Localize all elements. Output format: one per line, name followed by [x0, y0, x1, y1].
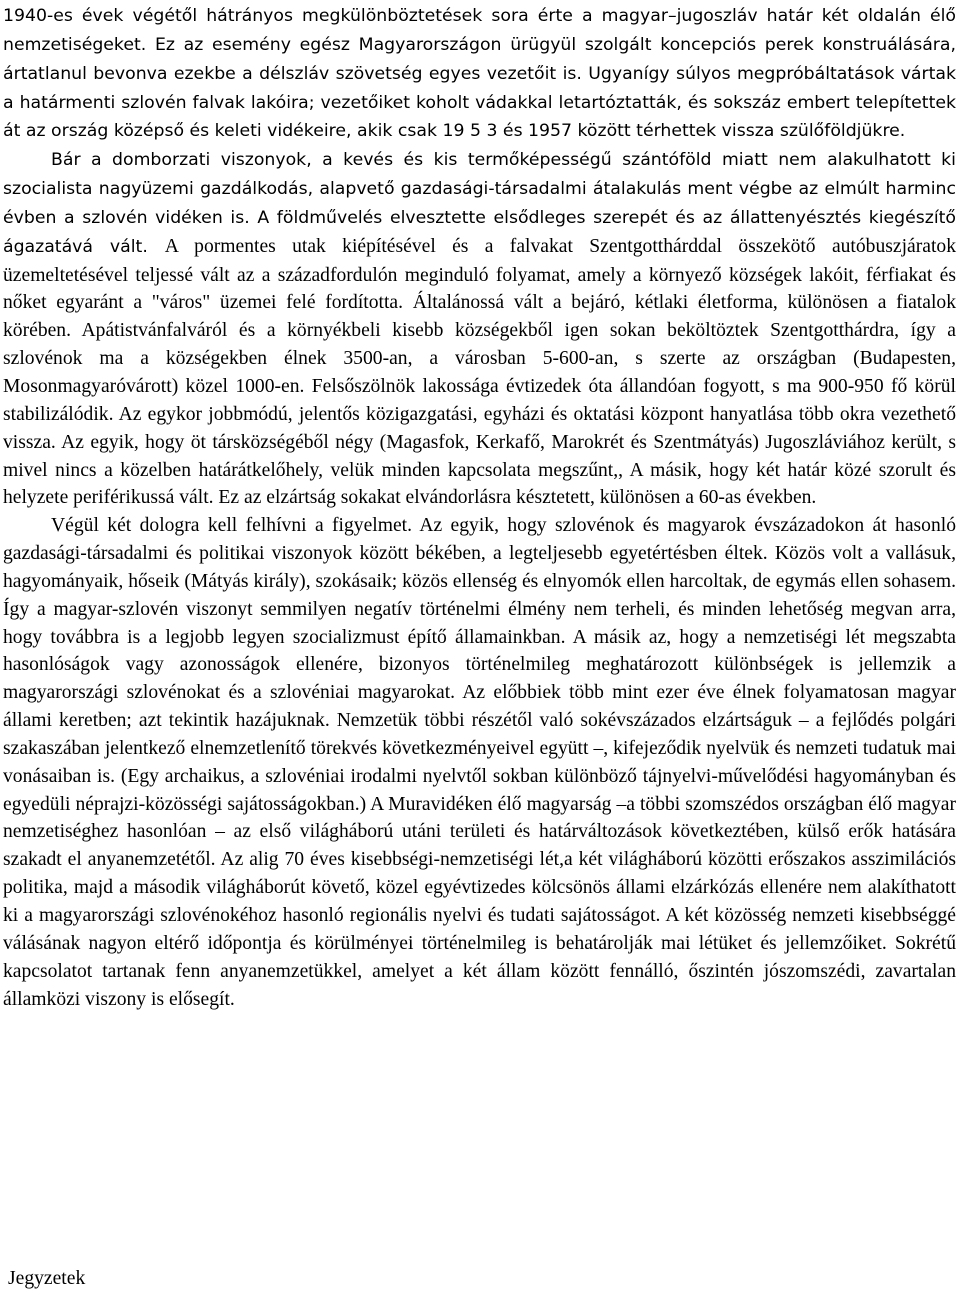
- paragraph-2-segment-1: Bár a domborzati viszonyok, a kevés és kis termőképességű szántóföld miatt nem alakulhatott ki szocialista nagyüzemi gazdálkodás, alapvető gazdasági-társadalmi átalakulás ment végbe az elmúlt harminc évben a szlovén vidéken is.: [3, 150, 956, 228]
- document-body: [3, 0, 956, 1013]
- notes-heading: Jegyzetek: [8, 1268, 86, 1289]
- paragraph-3-segment-1: Végül két dologra kell felhívni a figyelmet. Az egyik, hogy szlovénok és magyarok évszázadokon át hasonló gazdasági-társadalmi és politikai viszonyok között békében, a legteljesebb egyetértésben éltek. Közös volt a vallásuk, hagyományaik, hőseik (Mátyás király), szokásaik; közös ellenség és elnyomók ellen harcoltak, de egymás ellen sohasem. Így a magyar-szlovén viszonyt semmilyen negatív történelmi élmény nem terheli, és minden lehetőség megvan arra, hogy továbbra is a legjobb legyen szocializmust építő államainkban. A másik az, hogy a nemzetiségi lét megszabta hasonlóságok vagy azonosságok ellenére, bizonyos történelmileg meghatározott különbségek is jellemzik a magyarországi szlovénokat és a szlovéniai magyarokat. Az előbbiek több mint ezer éve élnek folyamatosan magyar állami keretben; azt tekintik hazájuknak. Nemzetük többi részétől való sokévszázados elzártságuk – a fejlődés polgári szakaszában jelentkező elnemzetlenítő törekvés következményeivel együtt –, kifejeződik nyelvük és nemzeti tudatuk mai vonásaiban is. (Egy archaikus, a szlovéniai irodalmi nyelvtől sokban különböző tájnyelvi-művelődési hagyományban és egyedüli néprajzi-közösségi sajátosságokban.) A Muravidéken élő magyarság –a többi szomszédos országban élő magyar nemzetiséghez hasonlóan – az első világháború utáni területi és határváltozások következtében, külső erők hatására szakadt el anyanemzetétől. Az alig 70 éves kisebbségi-nemzetiségi lét,a két világháború közötti erőszakos asszimilációs politika, majd a második világháborút követő, közel egyévtizedes kölcsönös állami elzárkózás ellenére nem alakíthatott ki a magyarországi szlovénokéhoz hasonló regionális nyelvi és tudati sajátosságot. A két közösség nemzeti kisebbséggé válásának nagyon eltérő időpontja és körülményei történelmileg is behatárolják mai létüket és jellemzőiket. Sokrétű kapcsolatot tartanak fenn anyanemzetükkel, amelyet a két állam között fennálló, őszintén jószomszédi, zavartalan államközi viszony is elősegít.: [3, 515, 956, 1010]
- paragraph-1: [3, 2, 956, 146]
- paragraph-1-segment-1: 1940-es évek végétől hátrányos megkülönböztetések sora érte a magyar–jugoszláv határ két oldalán élő nemzetiségeket. Ez az esemény egész Magyarországon ürügyül szolgált koncepciós perek konstruálására, ártatlanul bevonva ezekbe a délszláv szövetség egyes vezetőit is.: [3, 6, 956, 84]
- paragraph-1-segment-2: Ugyanígy súlyos megpróbáltatások vártak a határmenti szlovén falvak lakóira; vezetőiket koholt vádakkal letartóztatták, és sokszáz embert telepítettek át az ország középső és keleti vidékeire, akik csak 19 5 3 és 1957 között térhettek vissza szülőföldjükre.: [3, 63, 956, 142]
- paragraph-2-segment-3: A pormentes utak kiépítésével és a falvakat Szentgotthárddal összekötő autóbuszjáratok üzemeltetésével teljessé vált az a századfordulón meginduló folyamat, amely a környező községek lakóit, férfiakat és nőket egyaránt a "város" üzemei felé fordította. Általánossá vált a bejáró, kétlaki életforma, különösen a fiatalok körében. Apátistvánfalváról és a környékbeli kisebb községekből igen sokan beköltöztek Szentgotthárdra, így a szlovénok ma a községekben élnek 3500-an, a városban 5-600-an, s szerte az országban (Budapesten, Mosonmagyaróvárott) közel 1000-en. Felsőszölnök lakossága évtizedek óta állandóan fogyott, s ma 900-950 fő körül stabilizálódik. Az egykor jobbmódú, jelentős közigazgatási, egyházi és oktatási központ hanyatlása több okra vezethető vissza. Az egyik, hogy öt társközségéből négy (Magasfok, Kerkafő, Marokrét és Szentmátyás) Jugoszláviához került, s mivel nincs a közelben határátkelőhely, velük minden kapcsolata megszűnt,, A másik, hogy két határ közé szorult és helyzete periférikussá vált. Ez az elzártság sokakat elvándorlásra késztetett, különösen a 60-as években.: [3, 235, 956, 509]
- paragraph-3: [3, 512, 956, 1013]
- paragraph-2-segment-2: A földművelés elvesztette elsődleges szerepét és az állattenyésztés kiegészítő ágazatává vált.: [3, 207, 956, 257]
- paragraph-2: [3, 146, 956, 512]
